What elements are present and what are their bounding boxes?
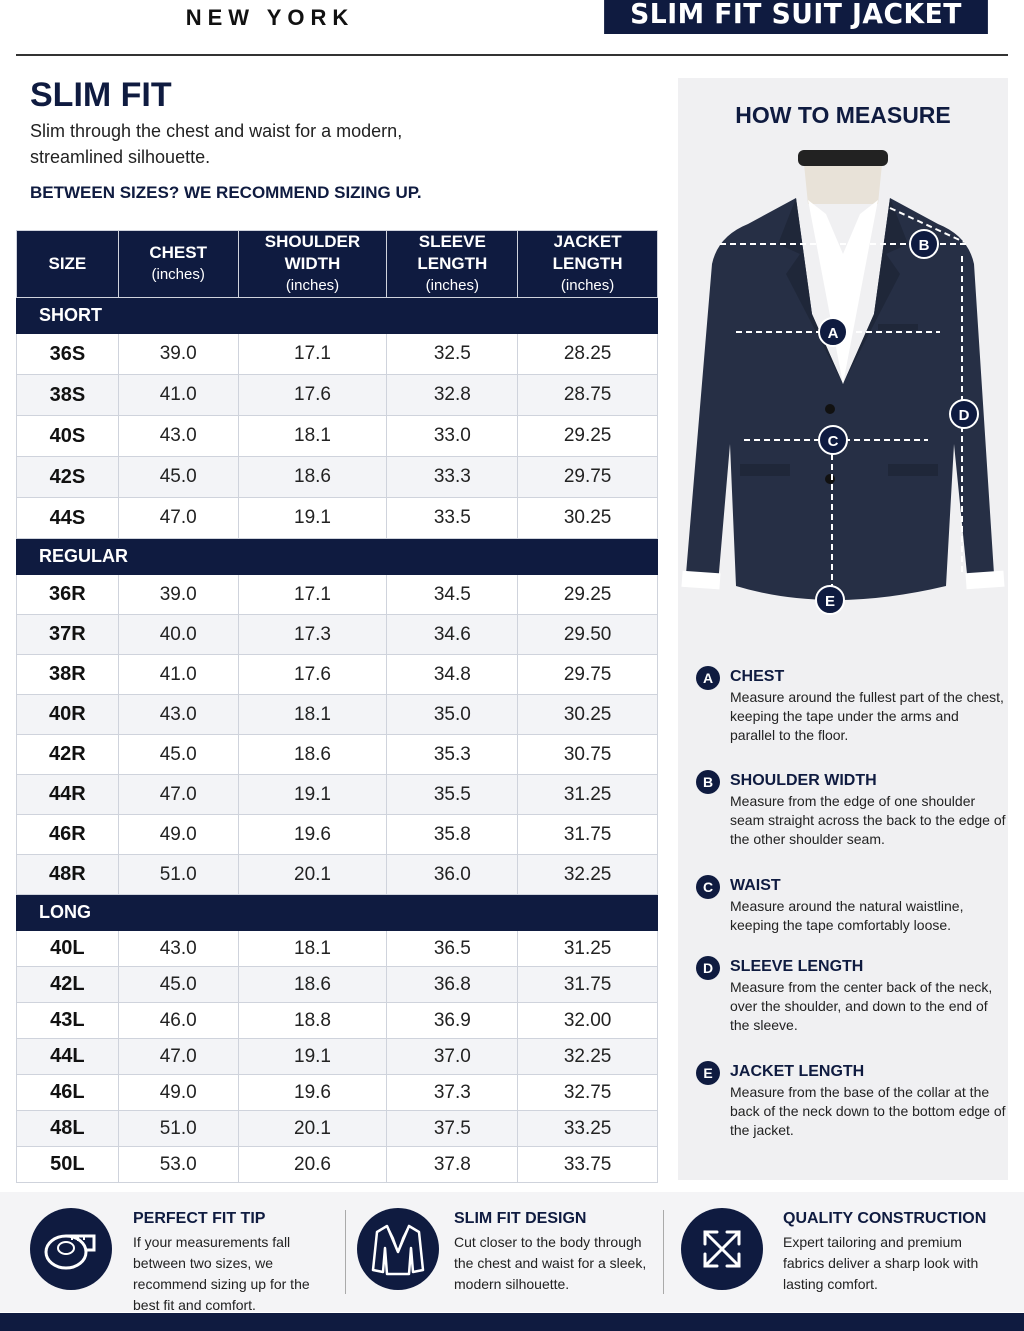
- measurement-cell: 28.25: [518, 334, 658, 375]
- table-row: [17, 575, 658, 615]
- measurement-cell: 51.0: [118, 1111, 238, 1147]
- marker-b: [910, 230, 938, 258]
- table-row: [17, 1039, 658, 1075]
- marker-c: [819, 426, 847, 454]
- column-header-unit: (inches): [285, 277, 340, 294]
- measurement-cell: 17.6: [238, 375, 387, 416]
- size-cell: 38R: [17, 655, 119, 695]
- pocket-flap-left: [740, 464, 790, 476]
- jacket-icon: [357, 1208, 439, 1290]
- measurement-cell: 29.50: [518, 615, 658, 655]
- measurement-cell: 30.25: [518, 498, 658, 539]
- measurement-cell: 17.3: [238, 615, 387, 655]
- measurement-cell: 41.0: [118, 375, 238, 416]
- size-cell: 43L: [17, 1003, 119, 1039]
- measurement-cell: 18.6: [238, 967, 387, 1003]
- column-header-label: SIZE: [48, 254, 87, 273]
- measurement-cell: 49.0: [118, 815, 238, 855]
- measurement-cell: 51.0: [118, 855, 238, 895]
- tip-title: SLIM FIT DESIGN: [454, 1210, 587, 1227]
- measure-letter-badge: C: [696, 875, 720, 899]
- fit-title: SLIM FIT: [30, 76, 172, 114]
- measurement-cell: 20.6: [238, 1147, 387, 1183]
- measurement-cell: 18.1: [238, 695, 387, 735]
- measurement-cell: 18.6: [238, 735, 387, 775]
- column-header-size: [17, 231, 119, 298]
- measure-text: Measure from the edge of one shoulder seam straight across the back to the edge of the other shoulder seam.: [730, 793, 1006, 847]
- measurement-cell: 34.6: [387, 615, 518, 655]
- measure-title: WAIST: [730, 877, 781, 894]
- measurement-cell: 29.75: [518, 655, 658, 695]
- marker-a: [819, 318, 847, 346]
- column-header-label: CHEST: [149, 243, 207, 262]
- table-row: [17, 815, 658, 855]
- column-header-chest: [118, 231, 238, 298]
- measurement-cell: 33.75: [518, 1147, 658, 1183]
- table-row: [17, 1075, 658, 1111]
- svg-text:D: D: [958, 407, 970, 424]
- size-cell: 50L: [17, 1147, 119, 1183]
- table-row: [17, 775, 658, 815]
- measurement-cell: 35.3: [387, 735, 518, 775]
- measurement-cell: 19.1: [238, 498, 387, 539]
- tip-perfect-fit: [0, 1192, 340, 1312]
- measurement-cell: 37.5: [387, 1111, 518, 1147]
- column-header-unit: (inches): [151, 266, 205, 283]
- tip-text: Expert tailoring and premium fabrics deliver a sharp look with lasting comfort.: [783, 1234, 979, 1292]
- table-row: [17, 1003, 658, 1039]
- measurement-cell: 31.75: [518, 815, 658, 855]
- fit-description: Slim through the chest and waist for a modern, streamlined silhouette.: [30, 121, 403, 167]
- measure-letter-badge: A: [696, 666, 720, 690]
- measurement-cell: 33.0: [387, 416, 518, 457]
- measurement-cell: 18.1: [238, 416, 387, 457]
- svg-text:B: B: [918, 237, 930, 254]
- jacket-button: [825, 404, 835, 414]
- measurement-cell: 33.25: [518, 1111, 658, 1147]
- measurement-cell: 36.9: [387, 1003, 518, 1039]
- table-header-row: [17, 231, 658, 298]
- table-row: [17, 375, 658, 416]
- measurement-cell: 29.25: [518, 416, 658, 457]
- measure-title: JACKET LENGTH: [730, 1063, 865, 1080]
- measurement-cell: 33.5: [387, 498, 518, 539]
- table-row: [17, 655, 658, 695]
- measurement-cell: 30.75: [518, 735, 658, 775]
- size-cell: 44R: [17, 775, 119, 815]
- measurement-cell: 35.8: [387, 815, 518, 855]
- column-header-label: SHOULDER WIDTH: [264, 232, 361, 273]
- measurement-cell: 32.25: [518, 855, 658, 895]
- tip-text: If your measurements fall between two sizes, we recommend sizing up for the best fit and comfort.: [133, 1234, 310, 1313]
- measurement-cell: 18.1: [238, 931, 387, 967]
- size-group-row: [17, 539, 658, 575]
- column-header-sleeve-length: [387, 231, 518, 298]
- table-row: [17, 1111, 658, 1147]
- size-cell: 42S: [17, 457, 119, 498]
- sizing-recommendation: BETWEEN SIZES? WE RECOMMEND SIZING UP.: [30, 183, 422, 202]
- measurement-cell: 19.1: [238, 775, 387, 815]
- measure-title: SLEEVE LENGTH: [730, 958, 864, 975]
- pocket-flap-right: [888, 464, 938, 476]
- measure-text: Measure from the base of the collar at the back of the neck down to the bottom edge of the jacket.: [730, 1084, 1006, 1138]
- jacket-diagram: [678, 144, 1008, 704]
- tip-quality-construction: [663, 1192, 1024, 1312]
- size-cell: 42R: [17, 735, 119, 775]
- tip-slim-fit-design: [345, 1192, 663, 1312]
- size-cell: 40R: [17, 695, 119, 735]
- measurement-cell: 32.75: [518, 1075, 658, 1111]
- size-cell: 36S: [17, 334, 119, 375]
- measurement-cell: 29.75: [518, 457, 658, 498]
- size-cell: 42L: [17, 967, 119, 1003]
- measurement-cell: 37.0: [387, 1039, 518, 1075]
- column-header-unit: (inches): [425, 277, 479, 294]
- measurement-cell: 47.0: [118, 1039, 238, 1075]
- measurement-cell: 41.0: [118, 655, 238, 695]
- measurement-cell: 19.6: [238, 815, 387, 855]
- table-row: [17, 334, 658, 375]
- measurement-cell: 30.25: [518, 695, 658, 735]
- measurement-cell: 39.0: [118, 334, 238, 375]
- measurement-cell: 37.3: [387, 1075, 518, 1111]
- measurement-cell: 31.25: [518, 931, 658, 967]
- measurement-cell: 31.25: [518, 775, 658, 815]
- brand-name: NEW YORK: [185, 5, 355, 30]
- size-cell: 46L: [17, 1075, 119, 1111]
- how-to-measure-panel: [678, 78, 1008, 1180]
- measurement-cell: 20.1: [238, 855, 387, 895]
- measurement-cell: 32.8: [387, 375, 518, 416]
- size-group-row: [17, 298, 658, 334]
- measurement-cell: 49.0: [118, 1075, 238, 1111]
- measurement-cell: 43.0: [118, 695, 238, 735]
- measurement-cell: 34.5: [387, 575, 518, 615]
- jacket-button: [825, 474, 835, 484]
- size-cell: 36R: [17, 575, 119, 615]
- size-cell: 48L: [17, 1111, 119, 1147]
- table-row: [17, 1147, 658, 1183]
- marker-e: [816, 586, 844, 614]
- column-header-shoulder-width: [238, 231, 387, 298]
- measurement-cell: 33.3: [387, 457, 518, 498]
- size-cell: 44S: [17, 498, 119, 539]
- table-row: [17, 735, 658, 775]
- measurement-cell: 20.1: [238, 1111, 387, 1147]
- measure-text: Measure around the fullest part of the chest, keeping the tape under the arms and parallel to the floor.: [730, 689, 1004, 743]
- measurement-cell: 43.0: [118, 931, 238, 967]
- measurement-cell: 45.0: [118, 457, 238, 498]
- shirt-cuff-right: [965, 571, 1004, 590]
- breast-pocket: [878, 324, 918, 330]
- size-cell: 40L: [17, 931, 119, 967]
- measure-letter-badge: D: [696, 956, 720, 980]
- measurement-cell: 47.0: [118, 498, 238, 539]
- how-to-measure-title: HOW TO MEASURE: [735, 102, 951, 128]
- expand-arrows-icon: [681, 1208, 763, 1290]
- tip-text: Cut closer to the body through the chest and waist for a sleek, modern silhouette.: [454, 1234, 647, 1292]
- measurement-cell: 17.6: [238, 655, 387, 695]
- column-header-label: SLEEVE LENGTH: [417, 232, 488, 273]
- footer-bar: [0, 1313, 1024, 1331]
- measurement-cell: 46.0: [118, 1003, 238, 1039]
- measurement-cell: 17.1: [238, 334, 387, 375]
- mannequin-cap: [798, 150, 888, 166]
- measurement-cell: 34.8: [387, 655, 518, 695]
- svg-text:C: C: [827, 433, 839, 450]
- measurement-cell: 43.0: [118, 416, 238, 457]
- column-header-label: JACKET LENGTH: [552, 232, 623, 273]
- size-group-label: LONG: [17, 895, 658, 931]
- measurement-cell: 31.75: [518, 967, 658, 1003]
- shirt-cuff-left: [681, 571, 720, 590]
- size-group-label: REGULAR: [17, 539, 658, 575]
- marker-d: [950, 400, 978, 428]
- measurement-cell: 35.0: [387, 695, 518, 735]
- measurement-cell: 36.8: [387, 967, 518, 1003]
- size-table-body: [17, 298, 658, 1183]
- measurement-cell: 19.1: [238, 1039, 387, 1075]
- table-row: [17, 695, 658, 735]
- header-divider: [16, 54, 1008, 56]
- size-group-label: SHORT: [17, 298, 658, 334]
- svg-text:E: E: [824, 593, 836, 610]
- measurement-cell: 40.0: [118, 615, 238, 655]
- measure-title: CHEST: [730, 668, 785, 685]
- svg-text:A: A: [827, 325, 839, 342]
- measurement-cell: 45.0: [118, 735, 238, 775]
- table-row: [17, 457, 658, 498]
- product-title: SLIM FIT SUIT JACKET: [604, 0, 988, 34]
- size-group-row: [17, 895, 658, 931]
- size-chart-table: [16, 230, 658, 1183]
- measurement-cell: 39.0: [118, 575, 238, 615]
- measurement-cell: 29.25: [518, 575, 658, 615]
- tip-title: PERFECT FIT TIP: [133, 1210, 266, 1227]
- table-row: [17, 967, 658, 1003]
- size-cell: 40S: [17, 416, 119, 457]
- size-cell: 46R: [17, 815, 119, 855]
- measurement-cell: 18.6: [238, 457, 387, 498]
- measurement-cell: 47.0: [118, 775, 238, 815]
- measure-text: Measure around the natural waistline, keeping the tape comfortably loose.: [730, 898, 964, 933]
- size-cell: 37R: [17, 615, 119, 655]
- tape-measure-icon: [30, 1208, 112, 1290]
- measurement-cell: 37.8: [387, 1147, 518, 1183]
- tip-title: QUALITY CONSTRUCTION: [783, 1210, 987, 1227]
- column-header-jacket-length: [518, 231, 658, 298]
- measurement-cell: 19.6: [238, 1075, 387, 1111]
- measurement-cell: 36.0: [387, 855, 518, 895]
- size-cell: 48R: [17, 855, 119, 895]
- table-row: [17, 498, 658, 539]
- measurement-cell: 17.1: [238, 575, 387, 615]
- table-row: [17, 615, 658, 655]
- table-row: [17, 416, 658, 457]
- column-header-unit: (inches): [560, 277, 615, 294]
- measurement-cell: 45.0: [118, 967, 238, 1003]
- measurement-cell: 32.00: [518, 1003, 658, 1039]
- measurement-cell: 32.25: [518, 1039, 658, 1075]
- measure-title: SHOULDER WIDTH: [730, 772, 877, 789]
- size-cell: 38S: [17, 375, 119, 416]
- measure-letter-badge: B: [696, 770, 720, 794]
- measurement-cell: 35.5: [387, 775, 518, 815]
- measure-text: Measure from the center back of the neck, over the shoulder, and down to the end of the sleeve.: [730, 979, 993, 1033]
- measurement-cell: 32.5: [387, 334, 518, 375]
- measurement-cell: 28.75: [518, 375, 658, 416]
- measurement-cell: 53.0: [118, 1147, 238, 1183]
- table-row: [17, 931, 658, 967]
- footer-tips: [0, 1192, 1024, 1312]
- size-cell: 44L: [17, 1039, 119, 1075]
- table-row: [17, 855, 658, 895]
- measurement-cell: 36.5: [387, 931, 518, 967]
- measure-letter-badge: E: [696, 1061, 720, 1085]
- measurement-cell: 18.8: [238, 1003, 387, 1039]
